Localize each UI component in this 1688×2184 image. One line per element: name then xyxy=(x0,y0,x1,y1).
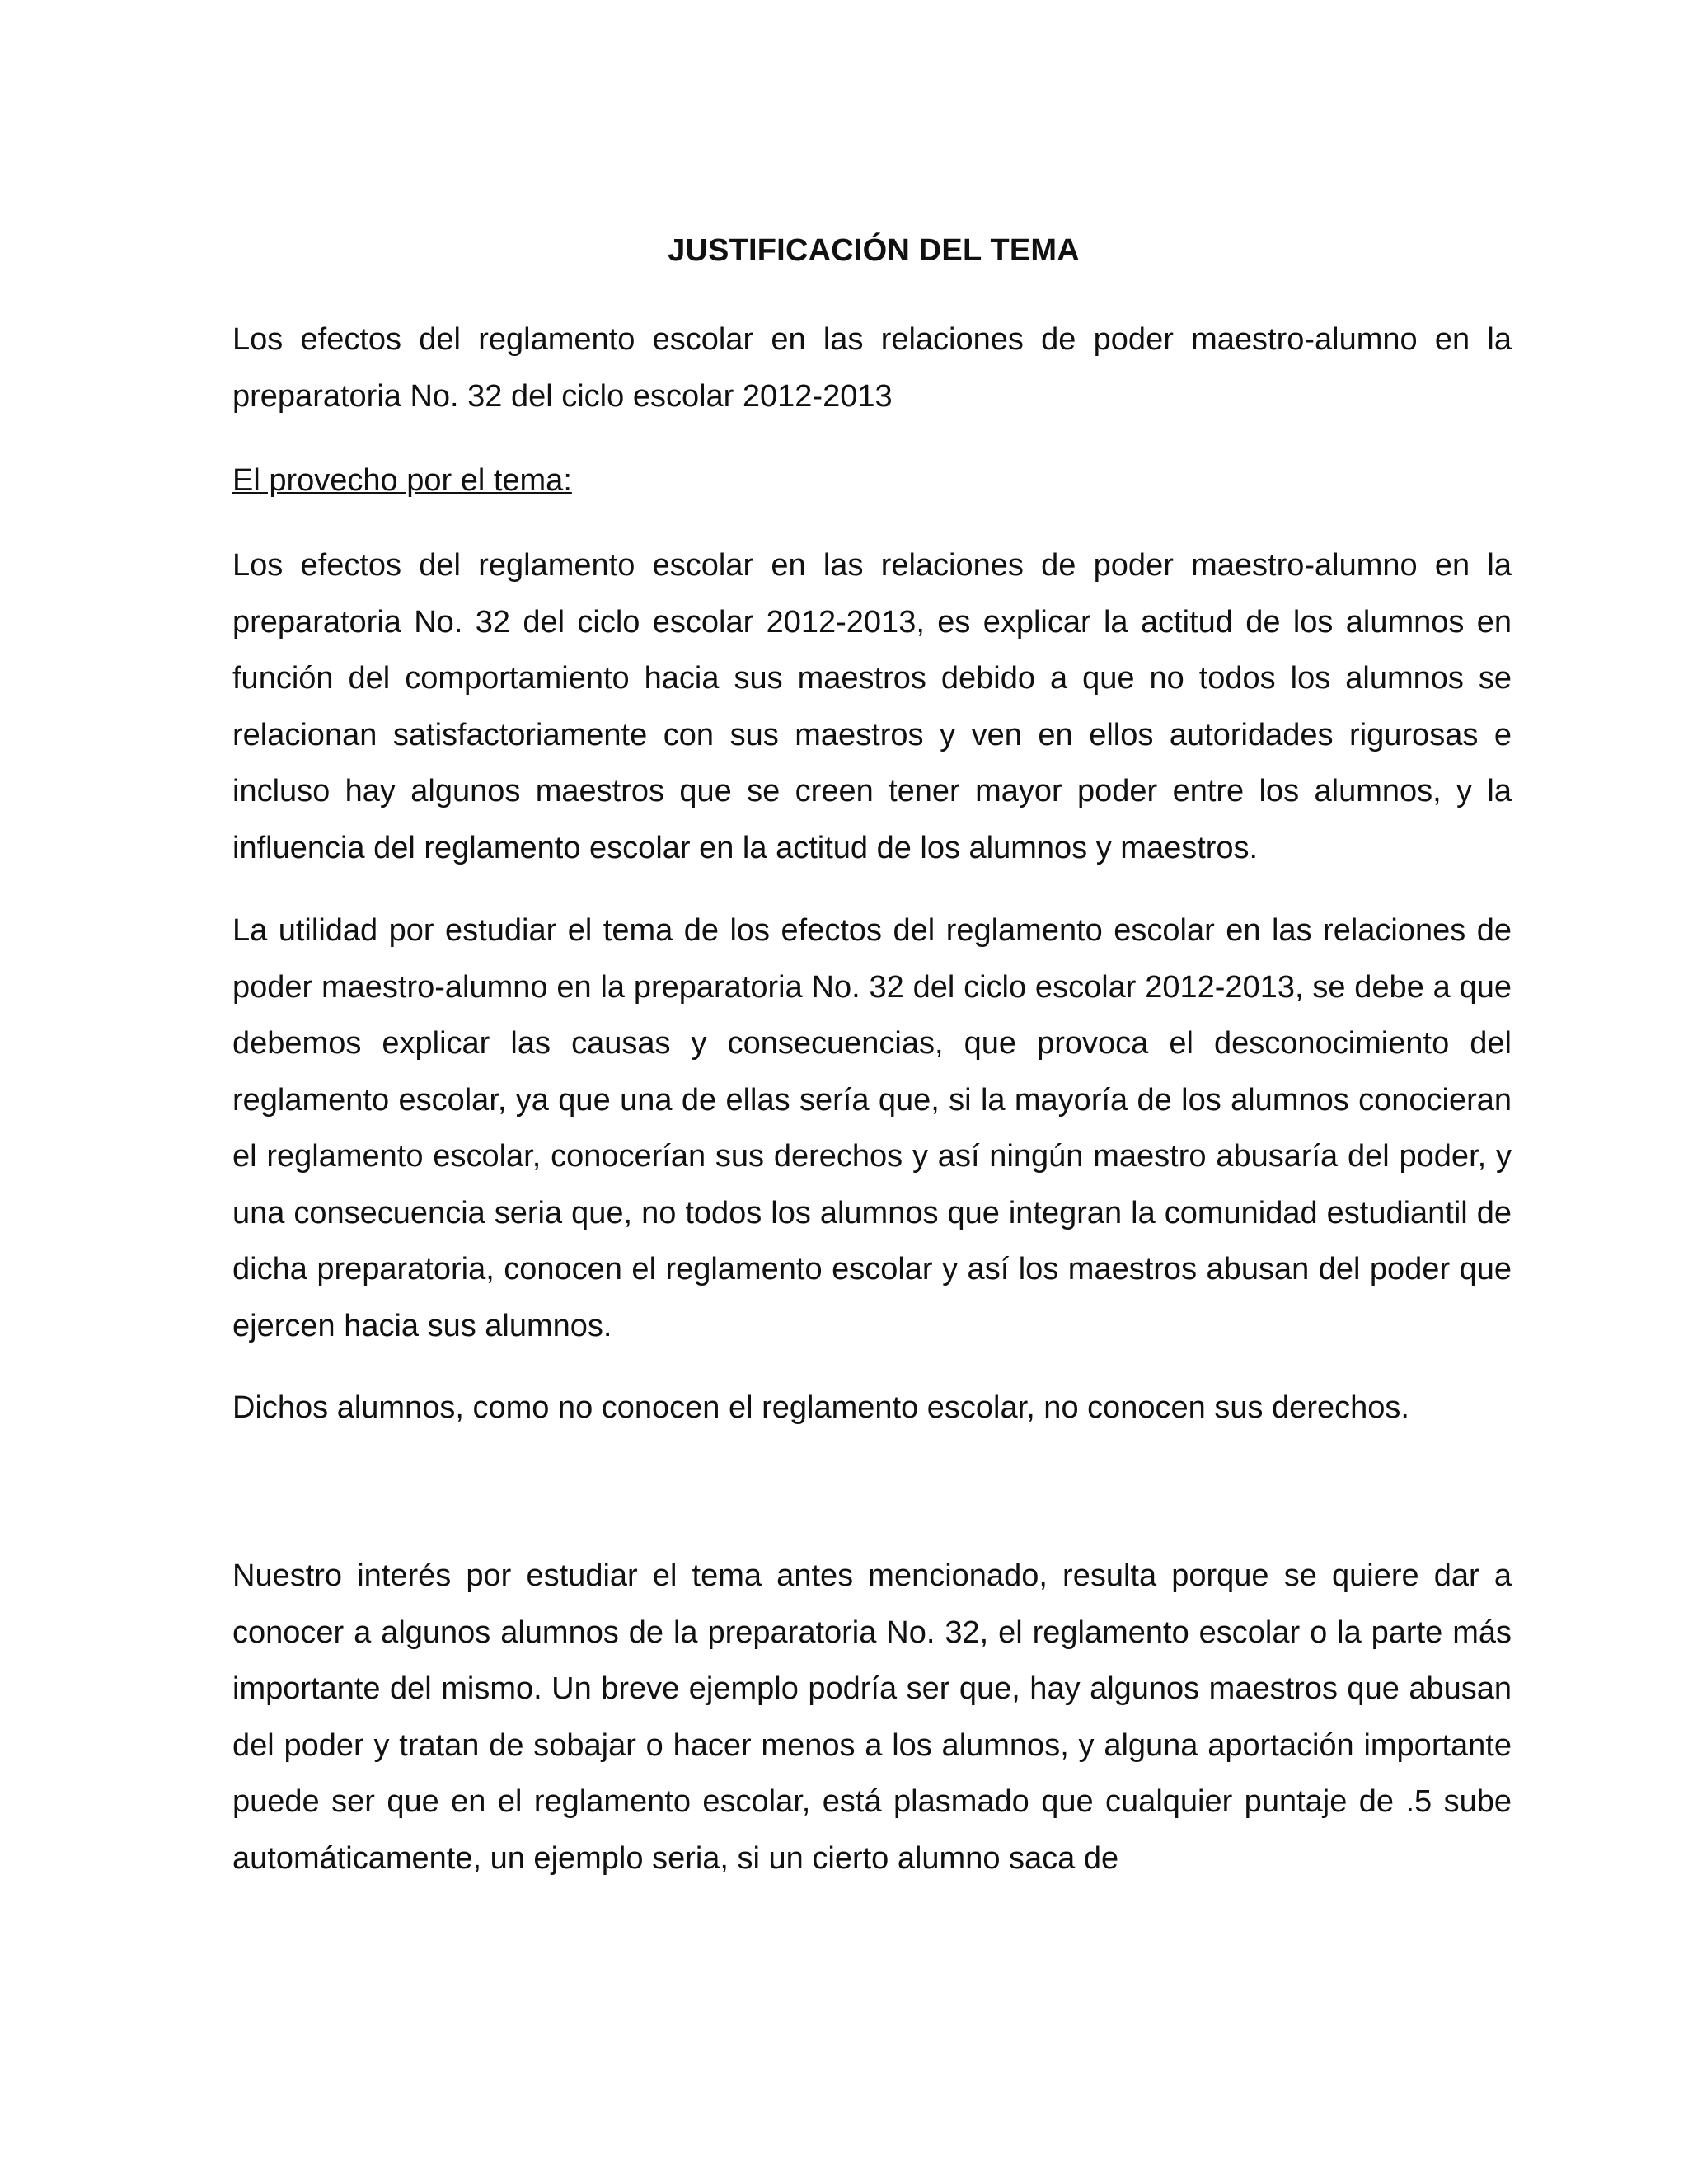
subject-paragraph: Los efectos del reglamento escolar en las relaciones de poder maestro-alumno en la preparatoria No. 32 del ciclo escolar 2012-2013 xyxy=(232,322,1512,414)
section-heading-text: El provecho por el tema: xyxy=(232,463,572,498)
paragraph-4: Nuestro interés por estudiar el tema antes mencionado, resulta porque se quiere dar a conocer a algunos alumnos de la preparatoria No. 32, el reglamento escolar o la parte más importante del mismo. Un breve ejemplo podría ser que, hay algunos maestros que abusan del poder y tratan de sobajar o hacer menos a los alumnos, y alguna aportación importante puede ser que en el reglamento escolar, está plasmado que cualquier puntaje de .5 sube automáticamente, un ejemplo seria, si un cierto alumno saca de xyxy=(232,1558,1512,1876)
section-heading xyxy=(232,452,1512,509)
paragraph-1: Los efectos del reglamento escolar en las relaciones de poder maestro-alumno en la preparatoria No. 32 del ciclo escolar 2012-2013, es explicar la actitud de los alumnos en función del comportamiento hacia sus maestros debido a que no todos los alumnos se relacionan satisfactoriamente con sus maestros y ven en ellos autoridades rigurosas e incluso hay algunos maestros que se creen tener mayor poder entre los alumnos, y la influencia del reglamento escolar en la actitud de los alumnos y maestros. xyxy=(232,548,1512,865)
paragraph-2: La utilidad por estudiar el tema de los efectos del reglamento escolar en las relaciones de poder maestro-alumno en la preparatoria No. 32 del ciclo escolar 2012-2013, se debe a que debemos explicar las causas y consecuencias, que provoca el desconocimiento del reglamento escolar, ya que una de ellas sería que, si la mayoría de los alumnos conocieran el reglamento escolar, conocerían sus derechos y así ningún maestro abusaría del poder, y una consecuencia seria que, no todos los alumnos que integran la comunidad estudiantil de dicha preparatoria, conocen el reglamento escolar y así los maestros abusan del poder que ejercen hacia sus alumnos. xyxy=(232,913,1512,1343)
paragraph-3: Dichos alumnos, como no conocen el reglamento escolar, no conocen sus derechos. xyxy=(232,1390,1409,1425)
document-title: JUSTIFICACIÓN DEL TEMA xyxy=(668,233,1080,268)
